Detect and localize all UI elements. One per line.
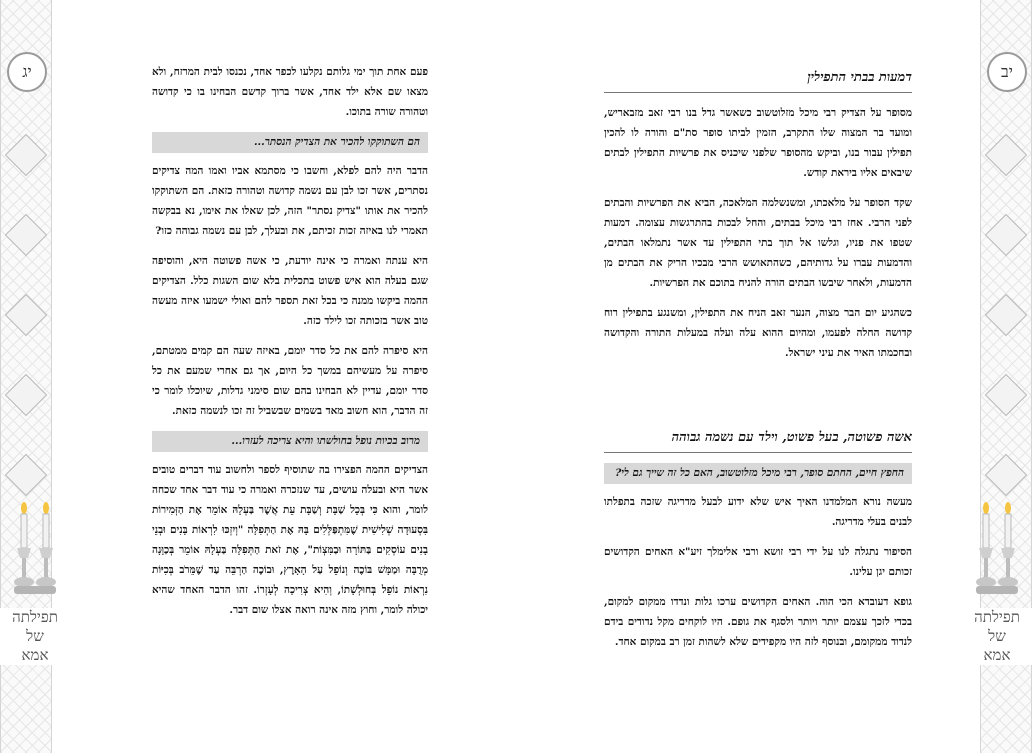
highlight-heading: החפץ חיים, החתם סופר, רבי מיכל מזלוטשוב, האם כל זה שייך גם לי? (604, 463, 912, 484)
border-ornament (5, 454, 47, 496)
left-page-column (152, 62, 428, 630)
border-ornament (5, 134, 47, 176)
paragraph: כשהגיע יום הבר מצוה, הנער זאב הניח את התפילין, ומשנגע בתפילין רוח קדושה החלה לפעמו, ומהיום ההוא עלה ועלה במעלות התורה והקדושה ובחכמתו האיר את עיני ישראל. (604, 307, 912, 359)
paragraph: היא ענתה ואמרה כי אינה יודעת, כי אשה פשוטה היא, והוסיפה שגם בעלה הוא איש פשוט בתכלית בלא שום השגות כלל. הצדיקים ההמה ביקשו ממנה כי בכל זאת תספר להם ואולי ישמעו איזה מעשה טוב אשר בזכותה זכו לילד כזה. (152, 255, 428, 327)
paragraph: הצדיקים ההמה הפצירו בה שתוסיף לספר ולחשוב עוד דברים טובים אשר היא ובעלה עושים, עד שנזכרה ואמרה כי עוד דבר אחד שכחה לומר, והוא כִּי בְּכָל שַׁבָּת וְשַׁבָּת עֵת אֲשֶׁר בַּעְלָהּ אוֹמֵר אֶת הַזְּמִירוֹת בִּסְעוּדָה שְׁלִישִׁית שֶׁמִּתְפַּלְּלִים בָּהּ אֶת הַתְּפִלָּה "וְיִזְכּוּ לִרְאוֹת בָּנִים וּבְנֵי בָנִים עוֹסְקִים בַּתּוֹרָה וּבַמִּצְוֹת", אֶת זֹאת הַתְּפִלָּה בַּעְלָהּ אוֹמֵר בְּכַוָּנָה מְרֻבָּה וּמַמָּשׁ בּוֹכֶה וְנוֹפֵל עַל הָאָרֶץ, וּבוֹכֶה הַרְבֵּה עַד שֶׁמֵּרֹב בְּכִיּוֹת נִרְאוֹת נוֹפֵל בְּחוּלְשָׁתוֹ, וְהִיא צְרִיכָה לְעָזְרוֹ. זהו הדבר האחד שהיא יכולה לומר, וחוץ מזה אינה רואה אצלו שום דבר. (152, 464, 428, 616)
page-number-left: יג (7, 52, 47, 92)
right-page-section-2 (604, 428, 912, 662)
paragraph: גופא דעובדא הכי הוה. האחים הקדושים ערכו גלות ונדדו ממקום למקום, בכדי לזכך עצמם יותר ויותר ולסגף את גופם. היו לוקחים מקל נדודים בידם לנדוד ממקומם, ובנוסף לזה היו מקפידים שלא לשהות זמן רב במקום אחד. (604, 596, 912, 648)
border-ornament (5, 294, 47, 336)
left-logo (0, 500, 70, 750)
candlesticks-icon (10, 500, 60, 600)
section-title: דמעות בבתי התפילין (604, 68, 912, 93)
highlight-heading: מרוב בכיות נופל בחולשתו והיא צריכה לעזרו... (152, 431, 428, 452)
border-ornament (5, 374, 47, 416)
border-ornament (5, 214, 47, 256)
border-ornament (985, 134, 1027, 176)
brand-title (0, 608, 70, 665)
paragraph: שקד הסופר על מלאכתו, ומשנשלמה המלאכה, הביא את הפרשיות והבתים לפני הרבי. אחז רבי מיכל בבתים, והחל לבכות בהתרגשות עצומה. דמעות שטפו את פניו, וגלשו אל תוך בתי התפילין עד אשר נתמלאו הבתים, והדמעות עברו על גדותיהם, כשהתאושש הרבי מבכיו הריק את הבתים מן הדמעות, ולאחר שיבשו הבתים הורה להניח בתוכם את הפרשיות. (604, 197, 912, 289)
brand-line: תפילתה (12, 608, 58, 626)
paragraph: פעם אחת תוך ימי גלותם נקלעו לכפר אחד, נכנסו לבית המרזח, ולא מצאו שם אלא ילד אחד, אשר ברוך קדשם הבחינו בו כי קדושה וטהורה שורה בתוכו. (152, 66, 428, 118)
paragraph: הסיפור נתגלה לנו על ידי רבי זושא ורבי אלימלך זיע"א האחים הקדושים זכותם יגן עלינו. (604, 546, 912, 578)
brand-line: אמא (983, 646, 1011, 664)
paragraph: היא סיפרה להם את כל סדר יומם, באיזה שעה הם קמים ממטתם, סיפרה על מעשיהם במשך כל היום, אך גם אחרי שמעם את כל סדר יומם, עדיין לא הבחינו בהם שום סימני גדלות, שיוכלו לומר כי זה הדבר, הוא חשוב מאד בשמים שבשביל זה זכו לנשמה כזאת. (152, 345, 428, 417)
brand-line: תפילתה (974, 608, 1020, 626)
border-ornament (985, 374, 1027, 416)
section-title: אשה פשוטה, בעל פשוט, וילד עם נשמה גבוהה (604, 428, 912, 453)
brand-line: של (988, 627, 1006, 645)
paragraph: מסופר על הצדיק רבי מיכל מזלוטשוב כשאשר גדל בנו רבי זאב מזבאריש, ומועד בר המצוה שלו התקרב, הזמין לביתו סופר סת"ם והורה לו להכין תפילין עבור בנו, וביקש מהסופר שלפני שיכניס את פרשיות התפילין לבתים שיבאים אליו ביראת קודש. (604, 107, 912, 179)
border-ornament (985, 214, 1027, 256)
paragraph: הדבר היה להם לפלא, וחשבו כי מסתמא אביו ואמו המה צדיקים נסתרים, אשר זכו לבן עם נשמה קדושה וטהורה כזאת. הם השתוקקו להכיר את אותו "צדיק נסתר" הזה, לכן שאלו את אימו, נא בבקשה תאמרי לנו באיזה זכות זכיתם, את ובעלך, לבן עם נשמה גבוהה כזו? (152, 165, 428, 237)
page-number-right: יב (987, 52, 1027, 92)
border-ornament (985, 454, 1027, 496)
border-ornament (985, 294, 1027, 336)
right-page-section-1 (604, 68, 912, 373)
paragraph: מעשה נורא המלמדנו האיך איש שלא ידוע לבעל מדריגה שזכה בתפלתו לבנים בעלי מדריגה. (604, 496, 912, 528)
brand-line: של (26, 627, 44, 645)
right-logo (962, 500, 1032, 750)
brand-title (962, 608, 1032, 665)
highlight-heading: הם השתוקקו להכיר את הצדיק הנסתר... (152, 132, 428, 153)
brand-line: אמא (21, 646, 49, 664)
candlesticks-icon (972, 500, 1022, 600)
